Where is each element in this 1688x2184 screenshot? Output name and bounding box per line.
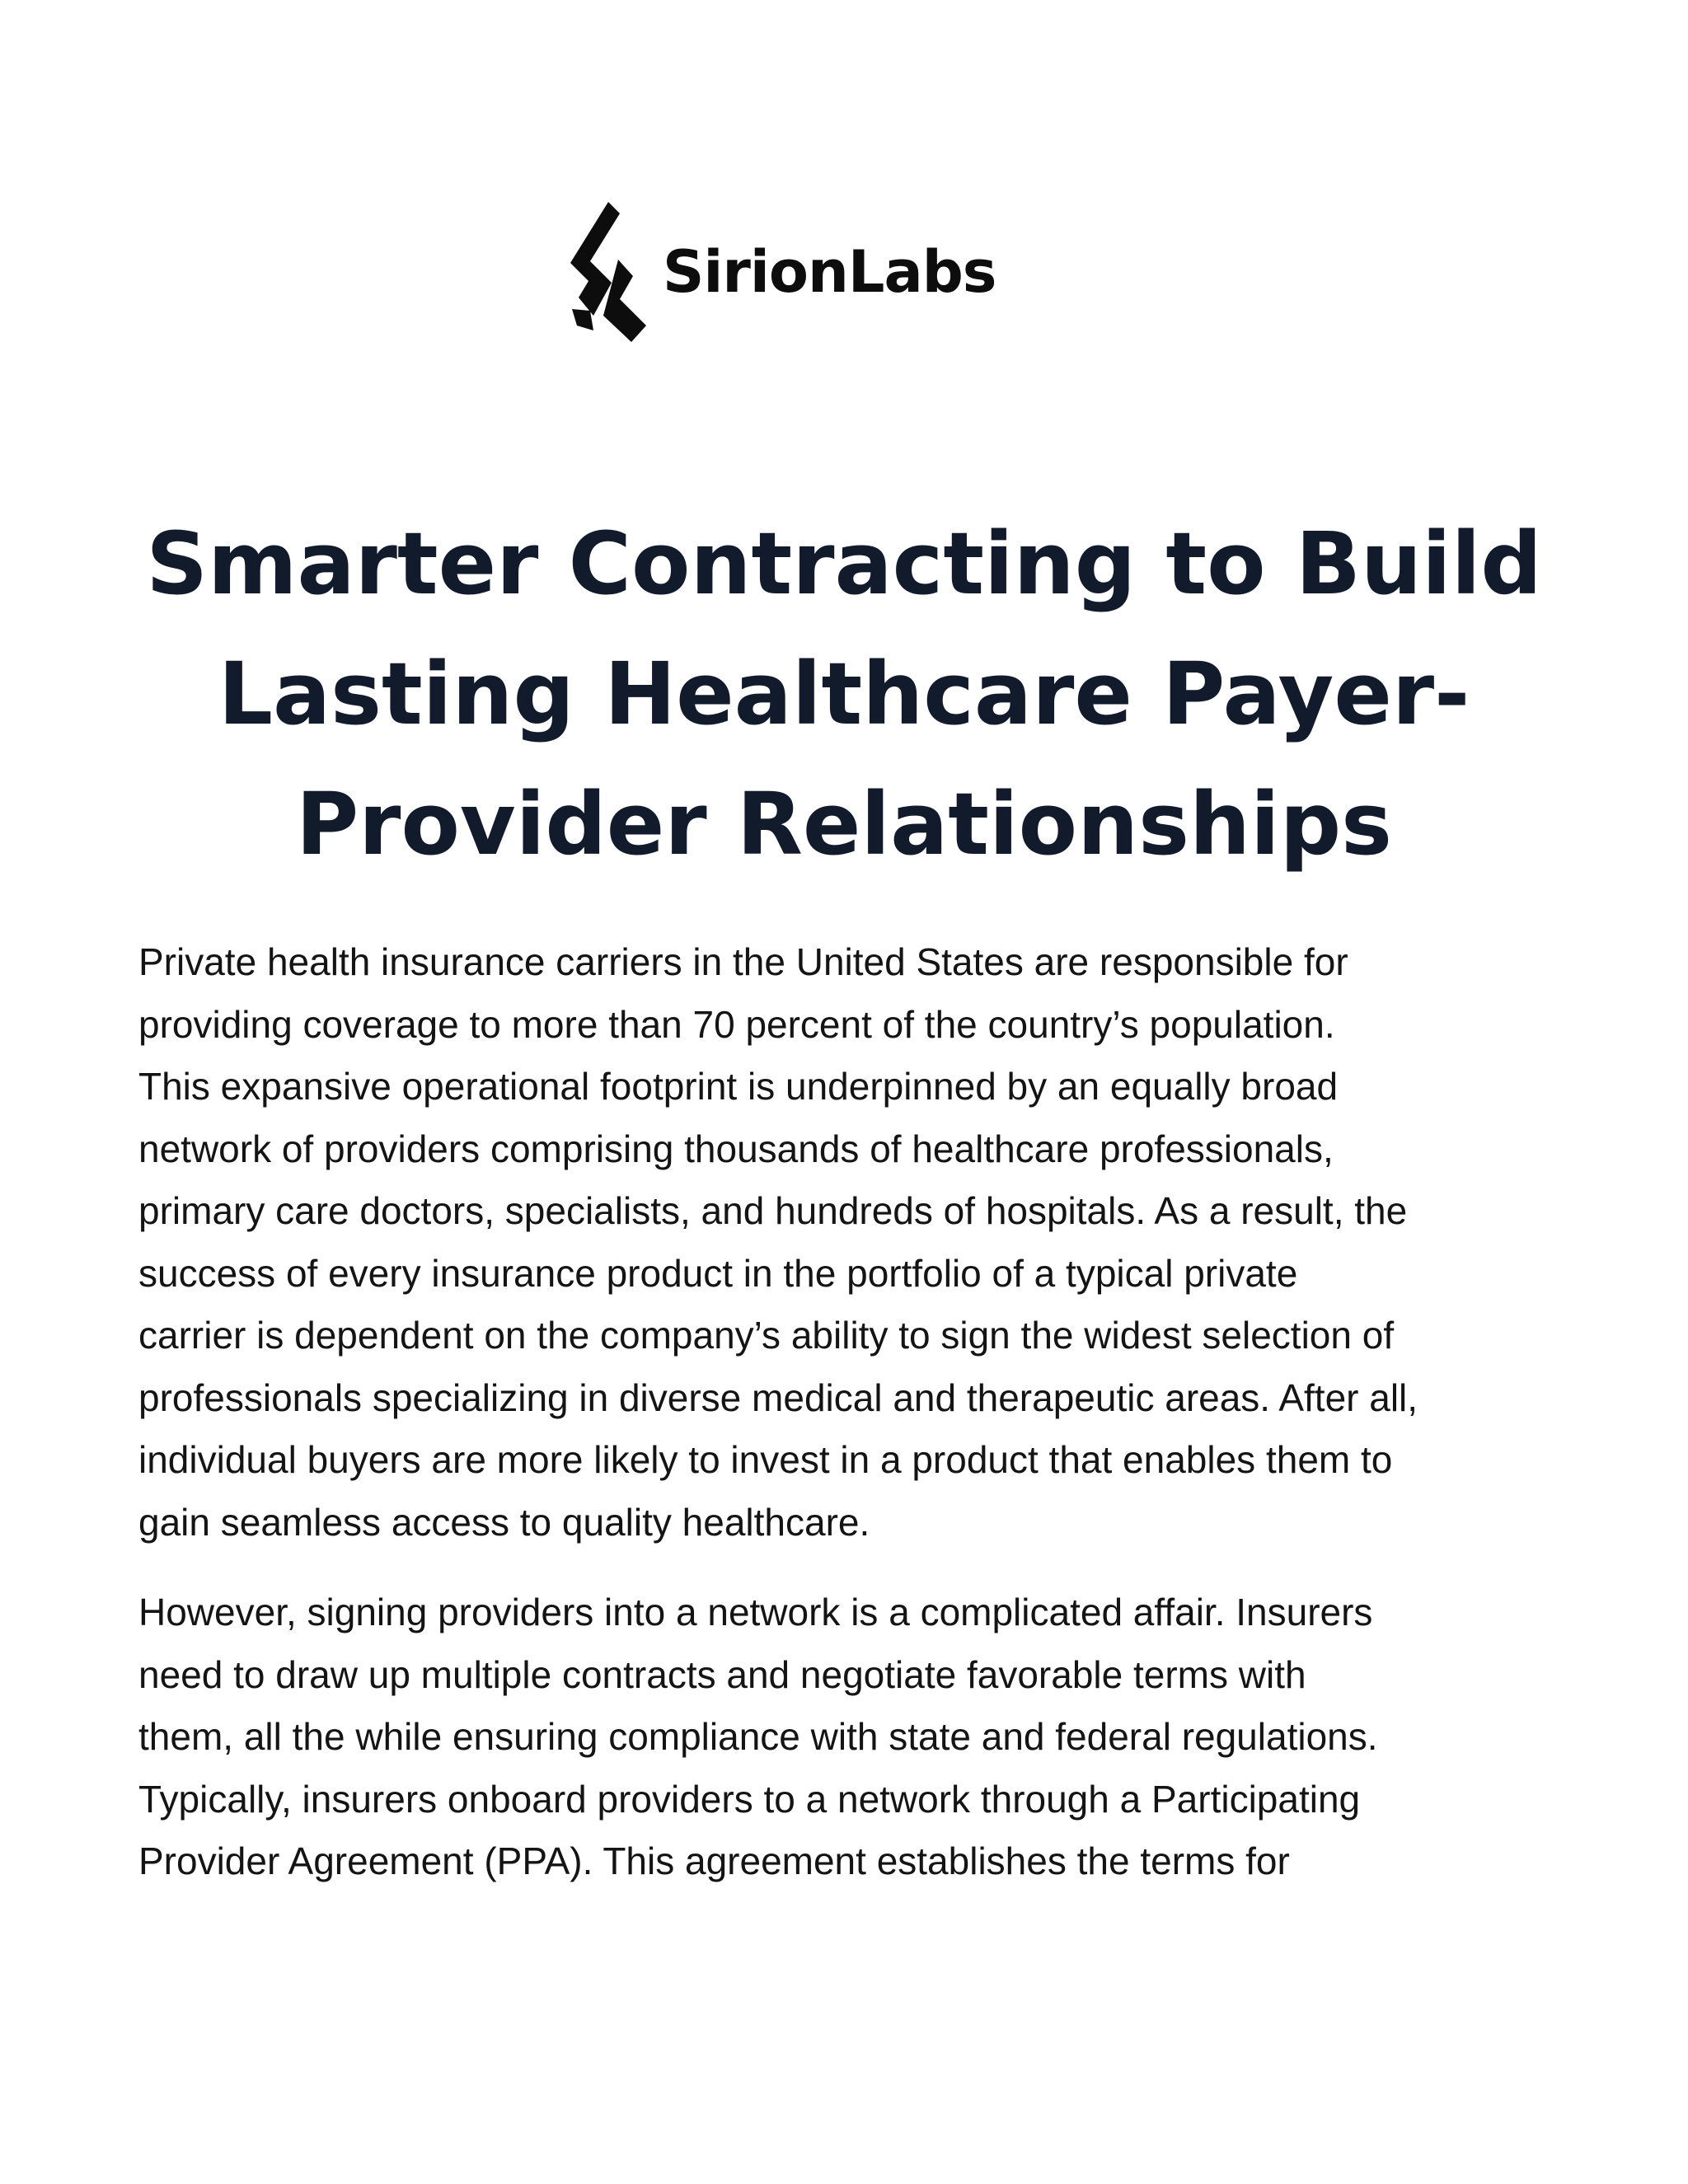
text-line: Private health insurance carriers in the United States are responsible for [138, 940, 1348, 983]
text-line: need to draw up multiple contracts and negotiate favorable terms with [138, 1652, 1306, 1696]
text-line: However, signing providers into a network is a complicated affair. Insurers [138, 1591, 1373, 1633]
text-line: professionals specializing in diverse medical and therapeutic areas. After all, [138, 1376, 1418, 1419]
text-line: individual buyers are more likely to invest in a product that enables them to [138, 1438, 1393, 1481]
sirionlabs-logo [560, 202, 996, 342]
text-line: Provider Agreement (PPA). This agreement establishes the terms for [138, 1840, 1290, 1882]
title-line: Lasting Healthcare Payer- [218, 644, 1470, 744]
text-line: This expansive operational footprint is underpinned by an equally broad [138, 1065, 1339, 1108]
text-line: primary care doctors, specialists, and hundreds of hospitals. As a result, the [138, 1189, 1408, 1232]
page-title [132, 499, 1556, 889]
title-line: Smarter Contracting to Build [146, 513, 1542, 614]
paragraph [138, 931, 1573, 1554]
title-line: Provider Relationships [295, 774, 1393, 874]
text-line: gain seamless access to quality healthcare. [138, 1500, 870, 1544]
text-line: carrier is dependent on the company’s ability to sign the widest selection of [138, 1314, 1395, 1357]
text-line: success of every insurance product in the portfolio of a typical private [138, 1251, 1298, 1295]
sirionlabs-logo-icon [560, 202, 658, 342]
text-line: them, all the while ensuring compliance with state and federal regulations. [138, 1715, 1378, 1758]
text-line: providing coverage to more than 70 percent of the country’s population. [138, 1002, 1335, 1046]
text-line: Typically, insurers onboard providers to a network through a Participating [138, 1777, 1361, 1821]
paragraph [138, 1582, 1573, 1893]
article-body [138, 931, 1573, 1893]
logo-text: SirionLabs [663, 238, 996, 306]
text-line: network of providers comprising thousands of healthcare professionals, [138, 1127, 1334, 1170]
